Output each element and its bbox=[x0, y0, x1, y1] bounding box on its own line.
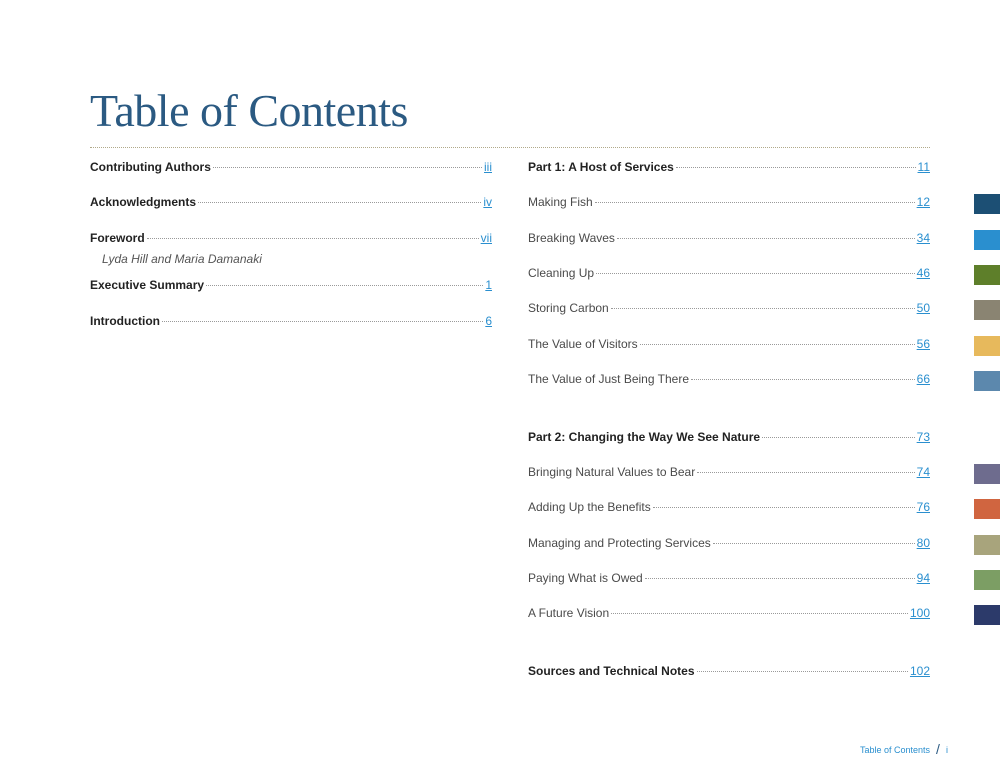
toc-page-link[interactable]: 100 bbox=[909, 606, 930, 620]
toc-page-link[interactable]: 66 bbox=[916, 372, 930, 386]
toc-entry-foreword[interactable] bbox=[90, 231, 492, 251]
toc-page-link[interactable]: 6 bbox=[485, 314, 492, 328]
toc-entry-label: Paying What is Owed bbox=[528, 571, 643, 585]
toc-entry-value-of-just-being-there[interactable] bbox=[528, 372, 930, 392]
toc-entry-adding-up-benefits[interactable] bbox=[528, 500, 930, 520]
toc-leader bbox=[697, 472, 914, 473]
toc-leader bbox=[640, 344, 915, 345]
toc-entry-label: The Value of Just Being There bbox=[528, 372, 689, 386]
toc-page-link[interactable]: 46 bbox=[916, 266, 930, 280]
toc-page-link[interactable]: vii bbox=[480, 231, 492, 245]
page-footer bbox=[860, 740, 948, 756]
toc-leader bbox=[676, 167, 916, 168]
toc-entry-label: Acknowledgments bbox=[90, 195, 197, 209]
toc-entry-label: Introduction bbox=[90, 314, 160, 328]
toc-leader bbox=[147, 238, 479, 239]
toc-entry-bringing-natural-values[interactable] bbox=[528, 465, 930, 485]
toc-leader bbox=[697, 671, 908, 672]
toc-leader bbox=[762, 437, 915, 438]
toc-page-link[interactable]: iv bbox=[483, 195, 492, 209]
toc-page-link[interactable]: 1 bbox=[485, 278, 492, 292]
toc-page-link[interactable]: 34 bbox=[916, 231, 930, 245]
toc-entry-label: Breaking Waves bbox=[528, 231, 615, 245]
toc-entry-sources-technical-notes[interactable] bbox=[528, 664, 930, 684]
toc-entry-label: Storing Carbon bbox=[528, 301, 609, 315]
toc-entry-label: Adding Up the Benefits bbox=[528, 500, 651, 514]
section-tab-future-vision bbox=[974, 605, 1000, 625]
footer-page-number: i bbox=[945, 745, 948, 755]
toc-leader bbox=[645, 578, 915, 579]
toc-entry-introduction[interactable] bbox=[90, 314, 492, 334]
toc-page-link[interactable]: 12 bbox=[916, 195, 930, 209]
section-tab-breaking-waves bbox=[974, 265, 1000, 285]
toc-page-link[interactable]: 56 bbox=[916, 337, 930, 351]
section-tab-part-1 bbox=[974, 194, 1000, 214]
toc-entry-label: Making Fish bbox=[528, 195, 593, 209]
toc-entry-label: Managing and Protecting Services bbox=[528, 536, 711, 550]
toc-entry-cleaning-up[interactable] bbox=[528, 266, 930, 286]
toc-leader bbox=[595, 202, 915, 203]
section-tab-managing-protecting bbox=[974, 535, 1000, 555]
toc-page-link[interactable]: 76 bbox=[916, 500, 930, 514]
section-tab-paying-what-is-owed bbox=[974, 570, 1000, 590]
toc-page-link[interactable]: 11 bbox=[917, 160, 930, 174]
toc-leader bbox=[691, 379, 915, 380]
toc-leader bbox=[206, 285, 483, 286]
toc-page-link[interactable]: 94 bbox=[916, 571, 930, 585]
toc-entry-executive-summary[interactable] bbox=[90, 278, 492, 298]
toc-leader bbox=[596, 273, 915, 274]
toc-entry-contributing-authors[interactable] bbox=[90, 160, 492, 180]
toc-entry-managing-protecting[interactable] bbox=[528, 536, 930, 556]
page-title: Table of Contents bbox=[90, 85, 408, 136]
footer-section-label: Table of Contents bbox=[860, 745, 931, 755]
toc-entry-acknowledgments[interactable] bbox=[90, 195, 492, 215]
toc-leader bbox=[713, 543, 915, 544]
toc-entry-label: Part 1: A Host of Services bbox=[528, 160, 674, 174]
toc-entry-label: A Future Vision bbox=[528, 606, 610, 620]
section-tab-making-fish bbox=[974, 230, 1000, 250]
section-tab-cleaning-up bbox=[974, 300, 1000, 320]
toc-page-link[interactable]: iii bbox=[484, 160, 492, 174]
toc-page-link[interactable]: 50 bbox=[916, 301, 930, 315]
toc-leader bbox=[611, 613, 908, 614]
toc-entry-label: Executive Summary bbox=[90, 278, 205, 292]
toc-leader bbox=[162, 321, 483, 322]
toc-entry-storing-carbon[interactable] bbox=[528, 301, 930, 321]
toc-leader bbox=[617, 238, 915, 239]
toc-entry-breaking-waves[interactable] bbox=[528, 231, 930, 251]
toc-entry-label: Bringing Natural Values to Bear bbox=[528, 465, 696, 479]
toc-entry-label: Foreword bbox=[90, 231, 145, 245]
footer-slash: / bbox=[936, 741, 940, 757]
toc-entry-future-vision[interactable] bbox=[528, 606, 930, 626]
toc-entry-label: Cleaning Up bbox=[528, 266, 595, 280]
section-tab-value-of-visitors bbox=[974, 371, 1000, 391]
toc-leader bbox=[198, 202, 481, 203]
toc-page-link[interactable]: 102 bbox=[909, 664, 930, 678]
toc-page-link[interactable]: 74 bbox=[916, 465, 930, 479]
toc-leader bbox=[611, 308, 915, 309]
toc-entry-label: Contributing Authors bbox=[90, 160, 211, 174]
title-divider bbox=[90, 147, 930, 148]
toc-entry-paying-what-is-owed[interactable] bbox=[528, 571, 930, 591]
toc-entry-label: The Value of Visitors bbox=[528, 337, 638, 351]
toc-leader bbox=[213, 167, 482, 168]
toc-page-link[interactable]: 73 bbox=[916, 430, 930, 444]
section-tab-adding-up-benefits bbox=[974, 499, 1000, 519]
toc-leader bbox=[653, 507, 915, 508]
toc-entry-label: Part 2: Changing the Way We See Nature bbox=[528, 430, 761, 444]
toc-entry-value-of-visitors[interactable] bbox=[528, 337, 930, 357]
toc-entry-part-2[interactable] bbox=[528, 430, 930, 450]
toc-page-link[interactable]: 80 bbox=[916, 536, 930, 550]
toc-entry-making-fish[interactable] bbox=[528, 195, 930, 215]
foreword-authors: Lyda Hill and Maria Damanaki bbox=[102, 252, 262, 266]
section-tab-storing-carbon bbox=[974, 336, 1000, 356]
section-tab-bringing-natural-values bbox=[974, 464, 1000, 484]
toc-entry-part-1[interactable] bbox=[528, 160, 930, 180]
toc-entry-label: Sources and Technical Notes bbox=[528, 664, 695, 678]
